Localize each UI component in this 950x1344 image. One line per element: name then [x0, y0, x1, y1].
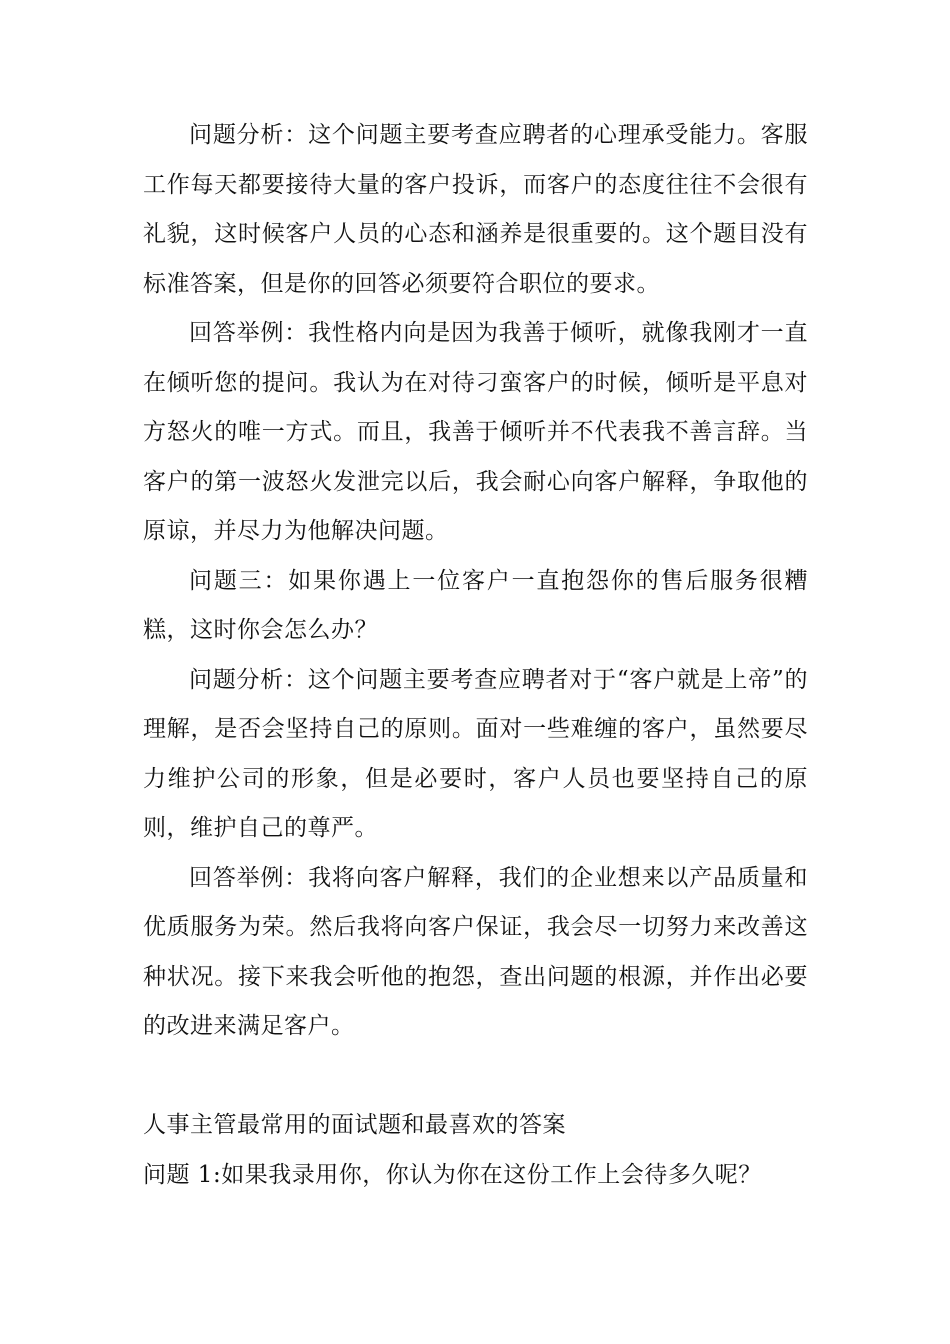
- question-1: 问题 1:如果我录用你，你认为你在这份工作上会待多久呢？: [143, 1161, 762, 1188]
- paragraph-analysis-2: 问题分析：这个问题主要考查应聘者对于“客户就是上帝”的理解，是否会坚持自己的原则。面对一些难缠的客户，虽然要尽力维护公司的形象，但是必要时，客户人员也要坚持自己的原则，维护自己的尊严。: [143, 666, 808, 841]
- paragraph-answer-2: 回答举例：我将向客户解释，我们的企业想来以产品质量和优质服务为荣。然后我将向客户保证，我会尽一切努力来改善这种状况。接下来我会听他的抱怨，查出问题的根源，并作出必要的改进来满足客户。: [143, 864, 808, 1039]
- paragraph-analysis-1: 问题分析：这个问题主要考查应聘者的心理承受能力。客服工作每天都要接待大量的客户投诉，而客户的态度往往不会很有礼貌，这时候客户人员的心态和涵养是很重要的。这个题目没有标准答案，但是你的回答必须要符合职位的要求。: [143, 122, 808, 297]
- paragraph-answer-1: 回答举例：我性格内向是因为我善于倾听，就像我刚才一直在倾听您的提问。我认为在对待刁蛮客户的时候，倾听是平息对方怒火的唯一方式。而且，我善于倾听并不代表我不善言辞。当客户的第一波怒火发泄完以后，我会耐心向客户解释，争取他的原谅，并尽力为他解决问题。: [143, 320, 808, 544]
- document-body: [143, 111, 808, 1200]
- blank-line: [143, 1052, 808, 1102]
- section-title: 人事主管最常用的面试题和最喜欢的答案: [143, 1112, 566, 1138]
- paragraph-question-3: 问题三：如果你遇上一位客户一直抱怨你的售后服务很糟糕，这时你会怎么办？: [143, 567, 808, 643]
